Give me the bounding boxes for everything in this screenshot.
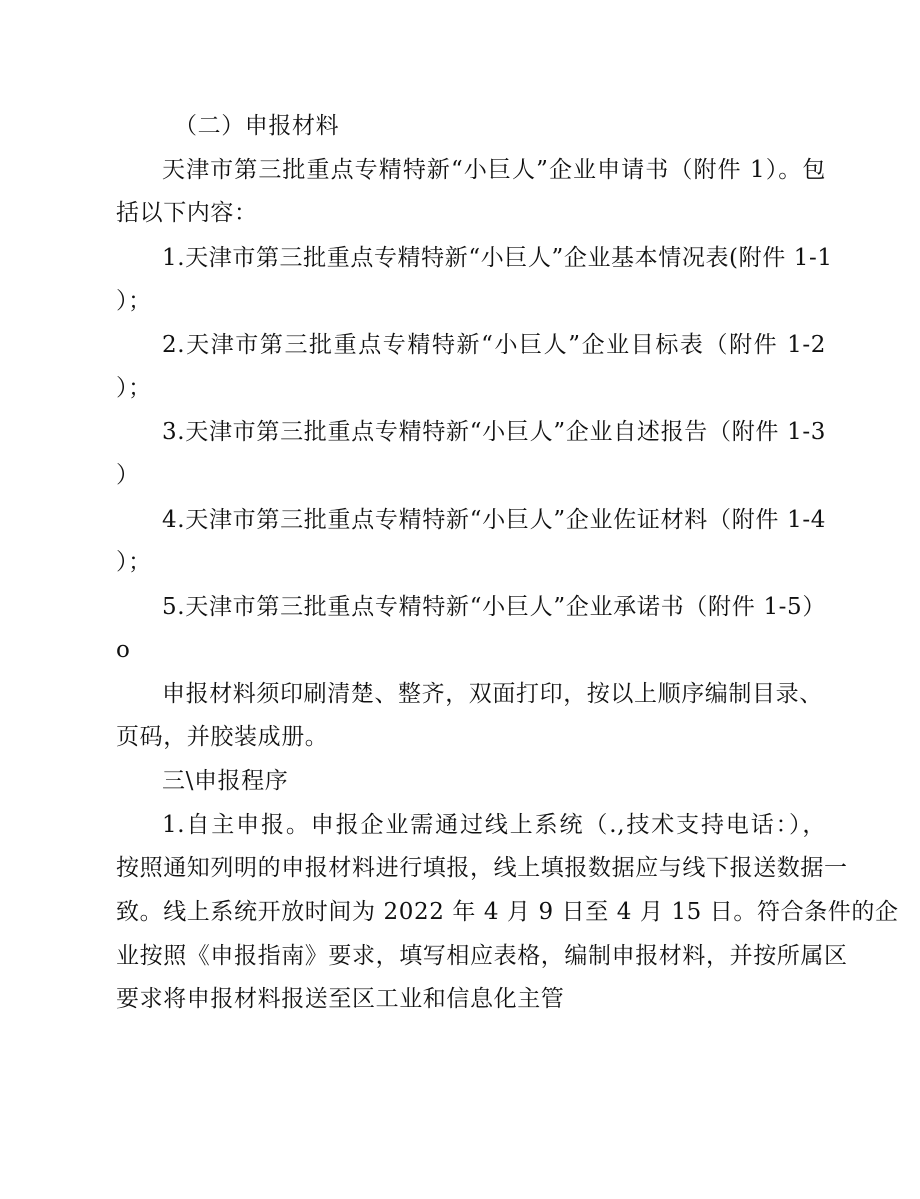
list-item-3-line-1: 3.天津市第三批重点专精特新“小巨人”企业自述报告（附件 1-3 (162, 419, 826, 445)
section-heading-materials: （二）申报材料 (174, 113, 340, 139)
list-item-4-line-2: ）； (116, 549, 152, 575)
list-item-5-line-1: 5.天津市第三批重点专精特新“小巨人”企业承诺书（附件 1-5） (162, 594, 826, 620)
list-item-1-line-1: 1.天津市第三批重点专精特新“小巨人”企业基本情况表(附件 1-1 (162, 245, 833, 271)
intro-paragraph-line-1: 天津市第三批重点专精特新“小巨人”企业申请书（附件 1）。包 (162, 157, 826, 183)
self-apply-paragraph-line-3: 致。线上系统开放时间为 2022 年 4 月 9 日至 4 月 15 日。符合条件的企 (116, 899, 899, 925)
self-apply-paragraph-line-4: 业按照《申报指南》要求，填写相应表格，编制申报材料，并按所属区 (116, 943, 848, 969)
self-apply-paragraph-line-1: 1.自主申报。申报企业需通过线上系统（.,技术支持电话：）， (162, 812, 826, 838)
self-apply-paragraph-line-5: 要求将申报材料报送至区工业和信息化主管 (116, 986, 565, 1012)
list-item-3-line-2: ） (116, 462, 140, 488)
self-apply-paragraph-line-2: 按照通知列明的申报材料进行填报，线上填报数据应与线下报送数据一 (116, 855, 848, 881)
intro-paragraph-line-2: 括以下内容： (116, 200, 258, 226)
list-item-2-line-1: 2.天津市第三批重点专精特新“小巨人”企业目标表（附件 1-2 (162, 332, 826, 358)
section-heading-procedure: 三\申报程序 (162, 768, 289, 794)
print-paragraph-line-1: 申报材料须印刷清楚、整齐，双面打印，按以上顺序编制目录、 (162, 681, 823, 707)
list-item-5-line-2: o (116, 637, 131, 663)
print-paragraph-line-2: 页码，并胶装成册。 (116, 724, 329, 750)
list-item-2-line-2: ）； (116, 375, 152, 401)
list-item-4-line-1: 4.天津市第三批重点专精特新“小巨人”企业佐证材料（附件 1-4 (162, 507, 826, 533)
list-item-1-line-2: ）； (116, 288, 152, 314)
